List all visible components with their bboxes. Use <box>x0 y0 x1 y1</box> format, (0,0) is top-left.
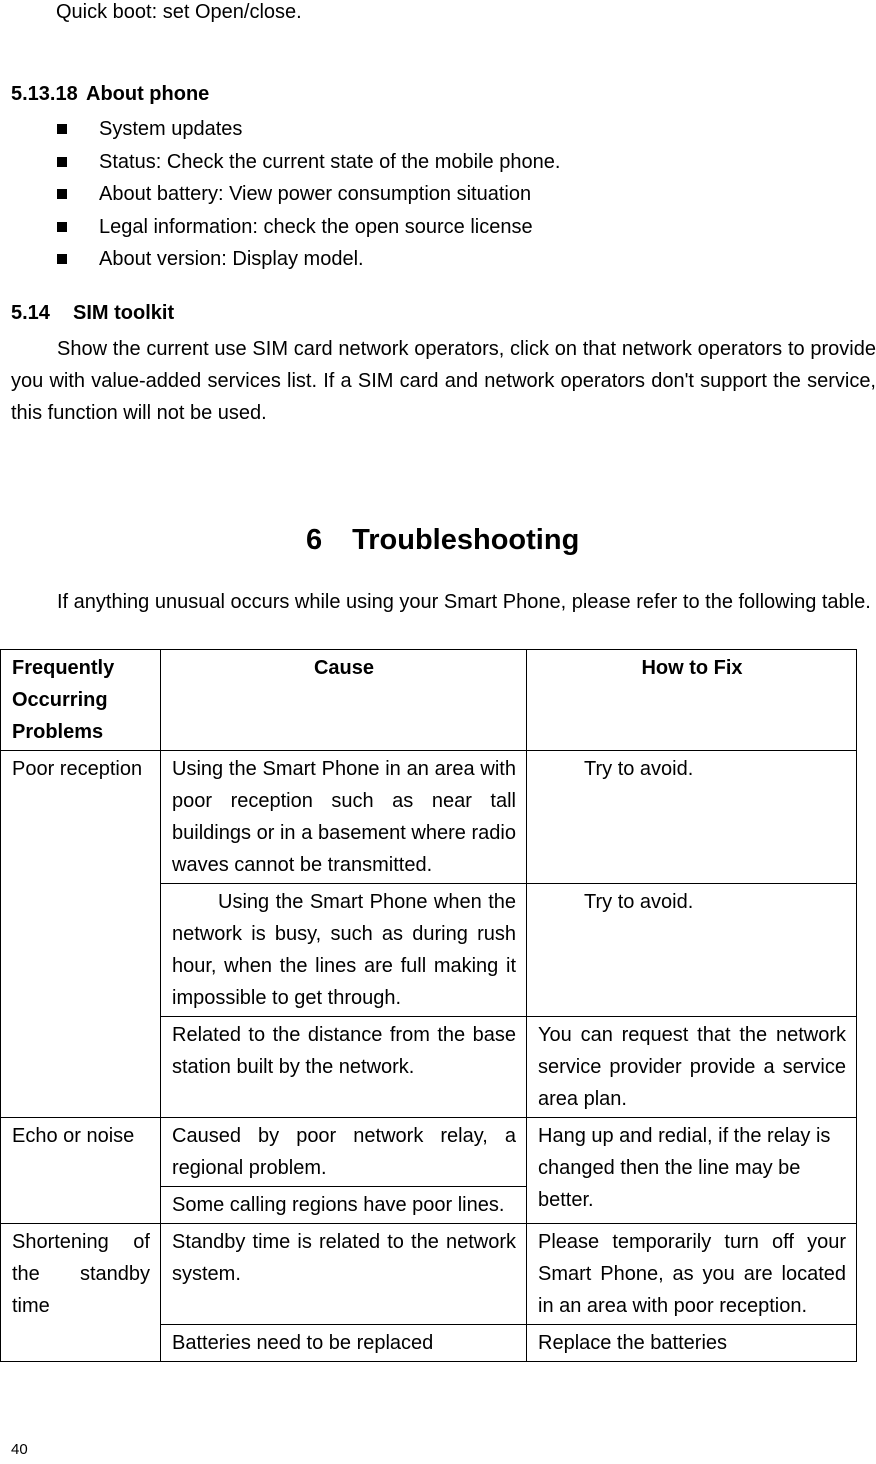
bullet-square-icon <box>57 157 67 167</box>
chapter-title: Troubleshooting <box>352 524 580 556</box>
troubleshooting-table <box>0 649 857 1362</box>
bullet-item: Status: Check the current state of the mobile phone. <box>99 151 561 173</box>
bullet-item: About battery: View power consumption situation <box>99 183 532 205</box>
table-row <box>1 751 857 884</box>
troubleshooting-intro: If anything unusual occurs while using your Smart Phone, please refer to the following table. <box>57 591 871 613</box>
bullet-square-icon <box>57 222 67 232</box>
fix-cell: Please temporarily turn off your Smart Phone, as you are located in an area with poor reception. <box>527 1224 857 1325</box>
sim-toolkit-paragraph: Show the current use SIM card network operators, click on that network operators to provide you with value-added services list. If a SIM card and network operators don't support the service, this function will not be used. <box>11 338 876 424</box>
cause-cell: Related to the distance from the base station built by the network. <box>161 1017 527 1118</box>
cause-cell: Using the Smart Phone in an area with poor reception such as near tall buildings or in a basement where radio waves cannot be transmitted. <box>161 751 527 884</box>
bullet-item: Legal information: check the open source license <box>99 216 533 238</box>
problem-cell: Echo or noise <box>1 1118 161 1224</box>
bullet-square-icon <box>57 124 67 134</box>
section-5-14-title: SIM toolkit <box>73 302 175 324</box>
cause-cell: Batteries need to be replaced <box>161 1325 527 1362</box>
bullet-item: System updates <box>99 118 243 140</box>
table-header-row <box>1 650 857 751</box>
section-5-14-number: 5.14 <box>11 302 50 324</box>
problem-cell: Poor reception <box>1 751 161 1118</box>
bullet-square-icon <box>57 189 67 199</box>
problem-cell: Shortening of the standby time <box>1 1224 161 1362</box>
fix-cell: You can request that the network service provider provide a service area plan. <box>527 1017 857 1118</box>
table-row <box>1 1224 857 1325</box>
header-cause: Cause <box>161 650 527 751</box>
fix-cell: Replace the batteries <box>527 1325 857 1362</box>
cause-cell: Standby time is related to the network system. <box>161 1224 527 1325</box>
chapter-number: 6 <box>306 524 323 556</box>
fix-cell: Try to avoid. <box>527 884 857 1017</box>
bullet-item: About version: Display model. <box>99 248 364 270</box>
cause-cell: Using the Smart Phone when the network is busy, such as during rush hour, when the lines are full making it impossible to get through. <box>161 884 527 1017</box>
fix-cell: Try to avoid. <box>527 751 857 884</box>
cause-cell: Caused by poor network relay, a regional problem. <box>161 1118 527 1187</box>
bullet-square-icon <box>57 254 67 264</box>
quick-boot-line: Quick boot: set Open/close. <box>56 1 302 23</box>
cause-cell: Some calling regions have poor lines. <box>161 1187 527 1224</box>
section-5-13-18-number: 5.13.18 <box>11 83 78 105</box>
section-5-13-18-title: About phone <box>86 83 210 105</box>
chapter-6-heading <box>306 523 579 557</box>
header-problems: Frequently Occurring Problems <box>1 650 161 751</box>
table-row <box>1 1118 857 1187</box>
fix-cell: Hang up and redial, if the relay is changed then the line may be better. <box>527 1118 857 1224</box>
page-number: 40 <box>11 1441 28 1458</box>
header-fix: How to Fix <box>527 650 857 751</box>
